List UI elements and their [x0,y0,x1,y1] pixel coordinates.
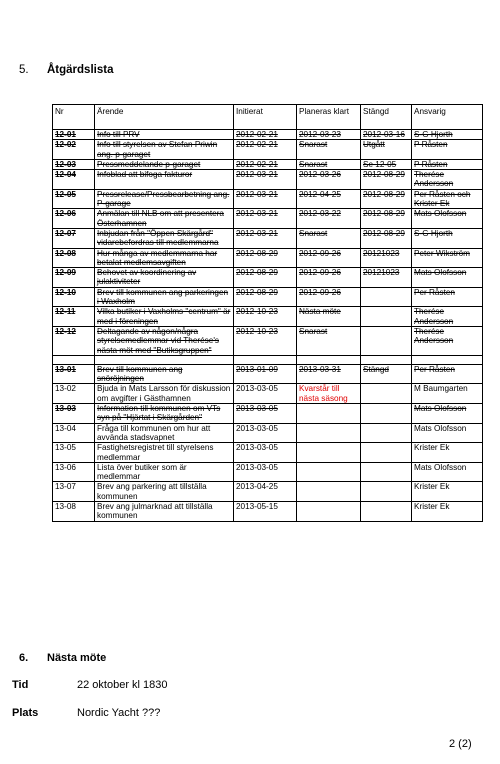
cell-ansvarig: M Baumgarten [412,384,483,404]
cell-planeras: Nästa möte [297,307,361,327]
cell-stangd: Utgått [361,140,412,160]
plats-label: Plats [12,707,39,719]
cell-initierat: 2012-02-21 [234,140,297,160]
cell-nr: 12-08 [53,248,95,268]
cell-nr: 13-02 [53,384,95,404]
cell-planeras: Snarast [297,228,361,248]
cell-arende: Deltagande av någon/några styrelsemedlemmar vid Therése's nästa möt med "Butiksgruppen" [95,326,234,355]
cell-planeras [297,443,361,463]
cell-nr: 13-04 [53,423,95,443]
cell-nr: 13-05 [53,443,95,463]
table-row [53,287,483,307]
header-ansvarig: Ansvarig [412,105,483,130]
cell-initierat: 2012-03-21 [234,228,297,248]
table-row [53,248,483,268]
cell-ansvarig: Mats Olofsson [412,404,483,424]
cell-planeras [297,482,361,502]
cell-ansvarig: Per Råsten och Krister Ek [412,189,483,209]
cell-stangd [361,287,412,307]
section-6-number: 6. [19,652,29,664]
table-row [53,307,483,327]
cell-planeras: 2013-03-31 [297,364,361,384]
table-row [53,209,483,229]
cell-arende: Brev till kommunen ang snöröjningen [95,364,234,384]
cell-initierat: 2012-03-21 [234,189,297,209]
cell-arende: Brev till kommunen ang parkeringen i Waxholm [95,287,234,307]
cell-stangd: Stängd [361,364,412,384]
cell-stangd [361,326,412,355]
section-5-title: Åtgärdslista [47,64,114,76]
spacer-cell [297,355,361,364]
cell-planeras: 2012-04-25 [297,189,361,209]
cell-arende: Information till kommunen om VTs syn på "Hjärtat i Skärgården" [95,404,234,424]
plats-value: Nordic Yacht ??? [77,707,161,719]
cell-initierat: 2013-03-05 [234,462,297,482]
cell-arende: Brev ang parkering att tillställa kommunen [95,482,234,502]
cell-nr: 12-01 [53,130,95,140]
cell-arende: Fråga till kommunen om hur att avvända stadsvapnet [95,423,234,443]
cell-stangd [361,423,412,443]
cell-arende: Lista över butiker som är medlemmar [95,462,234,482]
cell-ansvarig: Krister Ek [412,501,483,521]
cell-initierat: 2012-08-29 [234,287,297,307]
cell-nr: 12-02 [53,140,95,160]
cell-planeras: 2012-09-26 [297,268,361,288]
cell-nr: 12-06 [53,209,95,229]
cell-planeras: 2012-03-23 [297,130,361,140]
cell-initierat: 2012-02-21 [234,130,297,140]
spacer-cell [412,355,483,364]
table-row [53,364,483,384]
cell-nr: 13-08 [53,501,95,521]
table-header-row [53,105,483,130]
cell-ansvarig: Per Råsten [412,287,483,307]
cell-stangd [361,384,412,404]
cell-ansvarig: Mats Olofsson [412,423,483,443]
cell-stangd [361,443,412,463]
table-row [53,501,483,521]
spacer-cell [361,355,412,364]
cell-stangd: Se 12-05 [361,159,412,169]
cell-stangd [361,482,412,502]
cell-planeras: Snarast [297,140,361,160]
cell-nr: 13-03 [53,404,95,424]
cell-ansvarig: Therése Andersson [412,326,483,355]
cell-nr: 13-06 [53,462,95,482]
cell-initierat: 2013-04-25 [234,482,297,502]
cell-nr: 12-10 [53,287,95,307]
cell-planeras [297,501,361,521]
tid-value: 22 oktober kl 1830 [77,679,168,691]
cell-nr: 12-04 [53,170,95,190]
cell-nr: 12-05 [53,189,95,209]
cell-nr: 12-12 [53,326,95,355]
cell-initierat: 2013-03-05 [234,384,297,404]
table-row [53,228,483,248]
table-row [53,482,483,502]
cell-arende: Bjuda in Mats Larsson för diskussion om avgifter i Gästhamnen [95,384,234,404]
cell-arende: Inbjudan från "Öppen Skärgård" vidarebefordras till medlemmarna [95,228,234,248]
header-nr: Nr [53,105,95,130]
table-spacer-row [53,355,483,364]
cell-initierat: 2013-03-05 [234,404,297,424]
header-initierat: Initierat [234,105,297,130]
table-row [53,384,483,404]
table-row [53,140,483,160]
header-stangd: Stängd [361,105,412,130]
cell-planeras: Snarast [297,326,361,355]
table-row [53,462,483,482]
table-row [53,268,483,288]
cell-ansvarig: Mats Olofsson [412,209,483,229]
cell-ansvarig: Per Råsten [412,364,483,384]
table-row [53,423,483,443]
section-6-title: Nästa möte [47,652,107,664]
cell-arende: Info till styrelsen av Stefan Priwin ang. p-garaget [95,140,234,160]
table-row [53,443,483,463]
cell-arende: Brev ang julmarknad att tillställa kommunen [95,501,234,521]
cell-arende: Infoblad att bifoga fakturor [95,170,234,190]
cell-stangd: 20121023 [361,248,412,268]
cell-stangd [361,404,412,424]
cell-arende: Fastighetsregistret till styrelsens medlemmar [95,443,234,463]
cell-initierat: 2013-01-09 [234,364,297,384]
spacer-cell [234,355,297,364]
cell-nr: 12-11 [53,307,95,327]
cell-arende: Behovet av koordinering av julaktiviteter [95,268,234,288]
cell-arende: Pressrelease/Pressbearbetning ang. P-garage [95,189,234,209]
cell-ansvarig: Krister Ek [412,482,483,502]
cell-ansvarig: Mats Olofsson [412,268,483,288]
cell-planeras: 2012-03-26 [297,170,361,190]
table-row [53,159,483,169]
cell-ansvarig: Peter Wikström [412,248,483,268]
cell-stangd: 2012-08-29 [361,189,412,209]
cell-ansvarig: Therése Andersson [412,307,483,327]
cell-ansvarig: Mats Olofsson [412,462,483,482]
cell-ansvarig: P Råsten [412,159,483,169]
cell-ansvarig: Therése Andersson [412,170,483,190]
table-row [53,404,483,424]
cell-nr: 12-09 [53,268,95,288]
cell-planeras: Kvarstår till nästa säsong [297,384,361,404]
cell-arende: Info till PRV [95,130,234,140]
cell-nr: 12-03 [53,159,95,169]
cell-initierat: 2013-05-15 [234,501,297,521]
cell-arende: Vilka butiker i Vaxholms "centrum" är med i föreningen [95,307,234,327]
cell-initierat: 2012-10-23 [234,326,297,355]
cell-stangd: 2012-08-29 [361,209,412,229]
cell-stangd: 2012-03-16 [361,130,412,140]
cell-stangd [361,307,412,327]
cell-nr: 13-01 [53,364,95,384]
table-row [53,326,483,355]
cell-arende: Hur många av medlemmarna har betalat medlemsavgiften [95,248,234,268]
cell-arende: Anmälan till NLB om att presentera Österhamnen [95,209,234,229]
cell-planeras [297,462,361,482]
tid-label: Tid [12,679,29,691]
cell-planeras: Snarast [297,159,361,169]
cell-nr: 12-07 [53,228,95,248]
cell-planeras [297,404,361,424]
cell-ansvarig: S-G Hjorth [412,228,483,248]
cell-initierat: 2013-03-05 [234,423,297,443]
cell-ansvarig: S-G Hjorth [412,130,483,140]
cell-initierat: 2012-08-29 [234,248,297,268]
cell-initierat: 2012-10-23 [234,307,297,327]
cell-stangd: 2012-08-29 [361,170,412,190]
cell-initierat: 2012-03-21 [234,170,297,190]
cell-planeras: 2012-09-26 [297,248,361,268]
header-planeras-klart: Planeras klart [297,105,361,130]
cell-ansvarig: P Råsten [412,140,483,160]
table-row [53,170,483,190]
cell-planeras [297,423,361,443]
cell-stangd: 20121023 [361,268,412,288]
cell-nr: 13-07 [53,482,95,502]
page-number: 2 (2) [449,738,472,750]
action-list-table [52,104,483,522]
cell-initierat: 2012-02-21 [234,159,297,169]
cell-stangd [361,462,412,482]
header-arende: Ärende [95,105,234,130]
cell-stangd: 2012-08-29 [361,228,412,248]
cell-ansvarig: Krister Ek [412,443,483,463]
cell-initierat: 2012-03-21 [234,209,297,229]
table-row [53,130,483,140]
section-5-number: 5. [19,64,29,76]
cell-arende: Pressmeddelande p-garaget [95,159,234,169]
cell-initierat: 2013-03-05 [234,443,297,463]
table-row [53,189,483,209]
cell-stangd [361,501,412,521]
cell-initierat: 2012-08-29 [234,268,297,288]
spacer-cell [95,355,234,364]
cell-planeras: 2012-03-22 [297,209,361,229]
cell-planeras: 2012-09-26 [297,287,361,307]
spacer-cell [53,355,95,364]
